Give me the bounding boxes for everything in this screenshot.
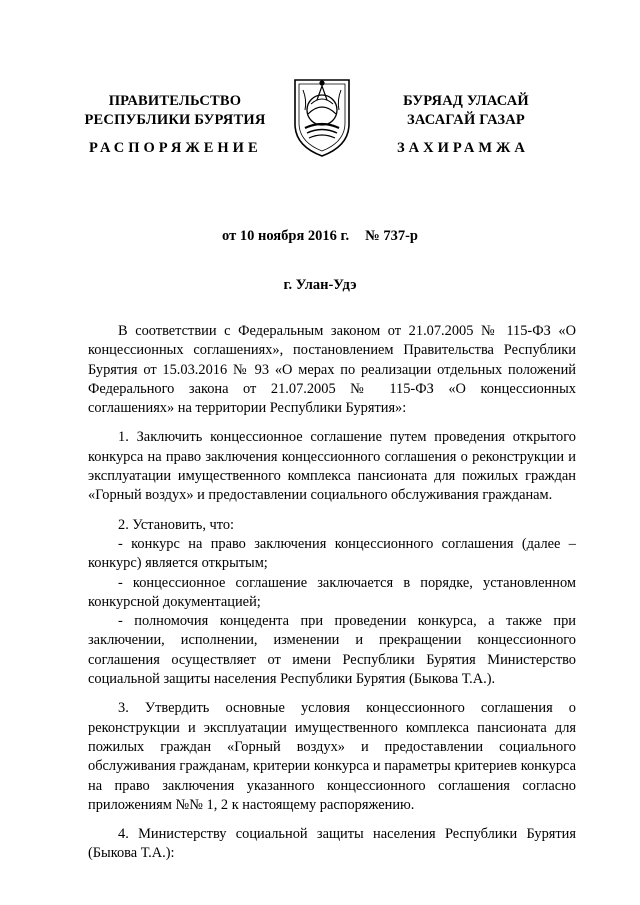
paragraph-2-item-b: - концессионное соглашение заключается в порядке, установленном конкурсной документацией; — [88, 574, 576, 610]
header-right-line1: БУРЯАД УЛАСАЙ — [403, 93, 529, 109]
header-left — [70, 92, 280, 130]
date-line — [0, 228, 640, 245]
paragraph-2-item-c: - полномочия концедента при проведении конкурса, а также при заключении, исполнении, изменении и прекращении концессионного соглашения осуществляет от имени Республики Бурятия Министерство социальной защиты населения Республики Бурятия (Быкова Т.А.). — [88, 613, 576, 688]
paragraph-2-item-a: - конкурс на право заключения концессионного соглашения (далее – конкурс) является открытым; — [88, 535, 576, 572]
coat-of-arms-emblem-icon — [291, 70, 353, 160]
header-right-line2: ЗАСАГАЙ ГАЗАР — [407, 112, 525, 128]
paragraph-3: 3. Утвердить основные условия концессионного соглашения о реконструкции и эксплуатации имущественного комплекса пансионата для пожилых граждан «Горный воздух» и предоставлении социального обслуживания гражданам, критерии конкурса и параметры критериев конкурса на право заключения указанного концессионного соглашения согласно приложениям №№ 1, 2 к настоящему распоряжению. — [88, 700, 576, 813]
document-body — [88, 322, 576, 864]
paragraph-1: 1. Заключить концессионное соглашение путем проведения открытого конкурса на право заключения концессионного соглашения о реконструкции и эксплуатации имущественного комплекса пансионата для пожилых граждан «Горный воздух» и предоставлении социального обслуживания гражданам. — [88, 429, 576, 504]
paragraph-4: 4. Министерству социальной защиты населения Республики Бурятия (Быкова Т.А.): — [88, 826, 576, 862]
decree-title-ru: РАСПОРЯЖЕНИЕ — [89, 140, 262, 156]
header-left-line1: ПРАВИТЕЛЬСТВО — [108, 93, 242, 109]
preamble-paragraph: В соответствии с Федеральным законом от 21.07.2005 № 115-ФЗ «О концессионных соглашениях», постановлением Правительства Республики Бурятия от 15.03.2016 № 93 «О мерах по реализации отдельных положений Федерального закона от 21.07.2005 № 115-ФЗ «О концессионных соглашениях» на территории Республики Бурятия»: — [88, 323, 576, 417]
paragraph-2: 2. Установить, что: — [118, 516, 235, 533]
document-city: г. Улан-Удэ — [283, 277, 357, 293]
header-right — [361, 92, 571, 130]
document-number: № 737-р — [365, 228, 418, 244]
document-date: от 10 ноября 2016 г. — [222, 228, 350, 244]
header-left-line2: РЕСПУБЛИКИ БУРЯТИЯ — [84, 112, 266, 128]
decree-title-bur: ЗАХИРАМЖА — [397, 140, 529, 156]
